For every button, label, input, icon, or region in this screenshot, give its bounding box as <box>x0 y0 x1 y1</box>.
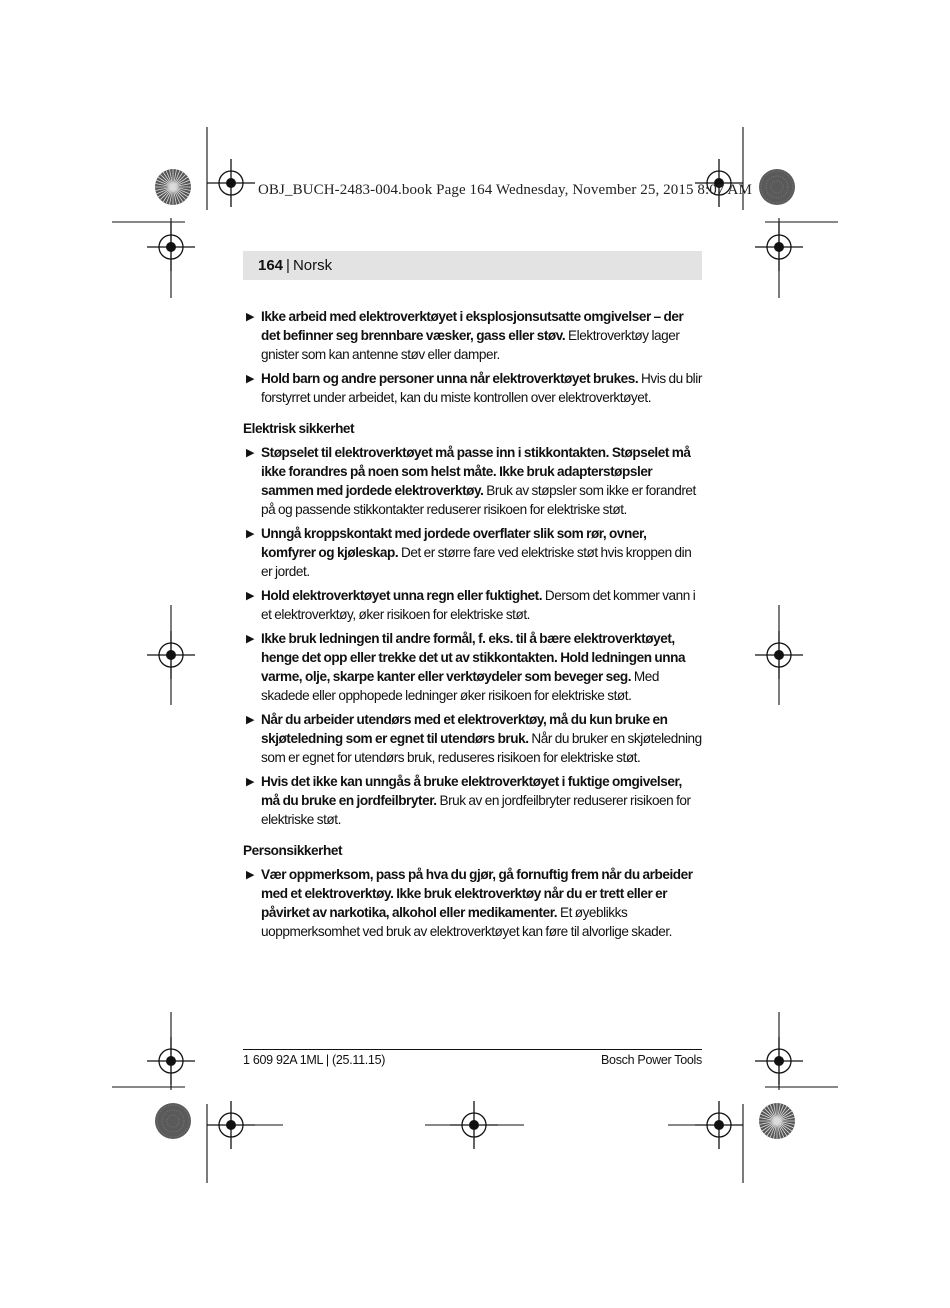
footer-brand: Bosch Power Tools <box>601 1053 702 1067</box>
dot-disc-mark-top-right <box>759 169 795 205</box>
bullet-arrow-icon: ▶ <box>246 528 255 540</box>
item-text: Bruk av støpsler som ikke er forandret på og passende stikkontakter reduserer risikoen for elektriske støt. <box>261 483 696 517</box>
item-text: Et øyeblikks uoppmerksomhet ved bruk av elektroverktøyet kan føre til alvorlige skader. <box>261 905 672 939</box>
item-emphasis: Når du arbeider utendørs med et elektroverktøy, må du kun bruke en skjøteledning som er egnet til utendørs bruk. <box>261 712 668 746</box>
print-header-slug: OBJ_BUCH-2483-004.book Page 164 Wednesday, November 25, 2015 8:07 AM <box>258 182 752 198</box>
list-item <box>243 524 702 581</box>
section-heading-personal: Personsikkerhet <box>243 843 343 858</box>
section-heading-electrical: Elektrisk sikkerhet <box>243 421 355 436</box>
item-text: Bruk av en jordfeilbryter reduserer risikoen for elektriske støt. <box>261 793 691 827</box>
starburst-mark-top-left <box>155 169 191 205</box>
bullet-arrow-icon: ▶ <box>246 714 255 726</box>
list-item <box>243 772 702 829</box>
page-header-band <box>243 251 702 280</box>
list-item <box>243 629 702 705</box>
item-text: Når du bruker en skjøteledning som er egnet for utendørs bruk, reduseres risikoen for elektriske støt. <box>261 731 702 765</box>
bullet-arrow-icon: ▶ <box>246 447 255 459</box>
item-text: Dersom det kommer vann i et elektroverktøy, øker risikoen for elektriske støt. <box>261 588 696 622</box>
bullet-arrow-icon: ▶ <box>246 311 255 323</box>
list-item <box>243 710 702 767</box>
header-separator: | <box>286 257 290 274</box>
starburst-mark-bottom-right <box>759 1103 795 1139</box>
bullet-arrow-icon: ▶ <box>246 776 255 788</box>
page-language: Norsk <box>292 257 333 274</box>
item-emphasis: Hvis det ikke kan unngås å bruke elektroverktøyet i fuktige omgivelser, må du bruke en jordfeilbryter. <box>261 774 682 808</box>
dot-disc-mark-bottom-left <box>155 1103 191 1139</box>
page-number: 164 <box>258 257 284 274</box>
item-emphasis: Ikke bruk ledningen til andre formål, f. eks. til å bære elektroverktøyet, henge det opp eller trekke det ut av stikkontakten. Hold ledningen unna varme, olje, skarpe kanter eller verktøydeler som beveger seg. <box>261 631 686 684</box>
item-emphasis: Unngå kroppskontakt med jordede overflater slik som rør, ovner, komfyrer og kjøleskap. <box>261 526 647 560</box>
item-text: Hvis du blir forstyrret under arbeidet, kan du miste kontrollen over elektroverktøyet. <box>261 371 702 405</box>
item-text: Med skadede eller opphopede ledninger øker risikoen for elektriske støt. <box>261 669 660 703</box>
bullet-arrow-icon: ▶ <box>246 869 255 881</box>
item-emphasis: Ikke arbeid med elektroverktøyet i eksplosjonsutsatte omgivelser – der det befinner seg brennbare væsker, gass eller støv. <box>261 309 684 343</box>
list-item <box>243 586 702 624</box>
list-item <box>243 307 702 364</box>
item-text: Elektroverktøy lager gnister som kan antenne støv eller damper. <box>261 328 680 362</box>
crosshair-mark <box>207 159 255 207</box>
item-text: Det er større fare ved elektriske støt hvis kroppen din er jordet. <box>261 545 692 579</box>
list-item <box>243 369 702 407</box>
item-emphasis: Hold barn og andre personer unna når elektroverktøyet brukes. <box>261 371 639 386</box>
footer-document-code: 1 609 92A 1ML | (25.11.15) <box>243 1053 386 1067</box>
body-text <box>243 307 702 946</box>
bullet-arrow-icon: ▶ <box>246 373 255 385</box>
footer-divider <box>243 1049 702 1050</box>
list-item <box>243 865 702 941</box>
item-emphasis: Støpselet til elektroverktøyet må passe inn i stikkontakten. Støpselet må ikke forandres på noen som helst måte. Ikke bruk adapterstøpsler sammen med jordede elektroverktøy. <box>261 445 691 498</box>
item-emphasis: Hold elektroverktøyet unna regn eller fuktighet. <box>261 588 543 603</box>
bullet-arrow-icon: ▶ <box>246 590 255 602</box>
bullet-arrow-icon: ▶ <box>246 633 255 645</box>
list-item <box>243 443 702 519</box>
item-emphasis: Vær oppmerksom, pass på hva du gjør, gå fornuftig frem når du arbeider med et elektroverktøy. Ikke bruk elektroverktøy når du er trett eller er påvirket av narkotika, alkohol eller medikamenter. <box>261 867 693 920</box>
